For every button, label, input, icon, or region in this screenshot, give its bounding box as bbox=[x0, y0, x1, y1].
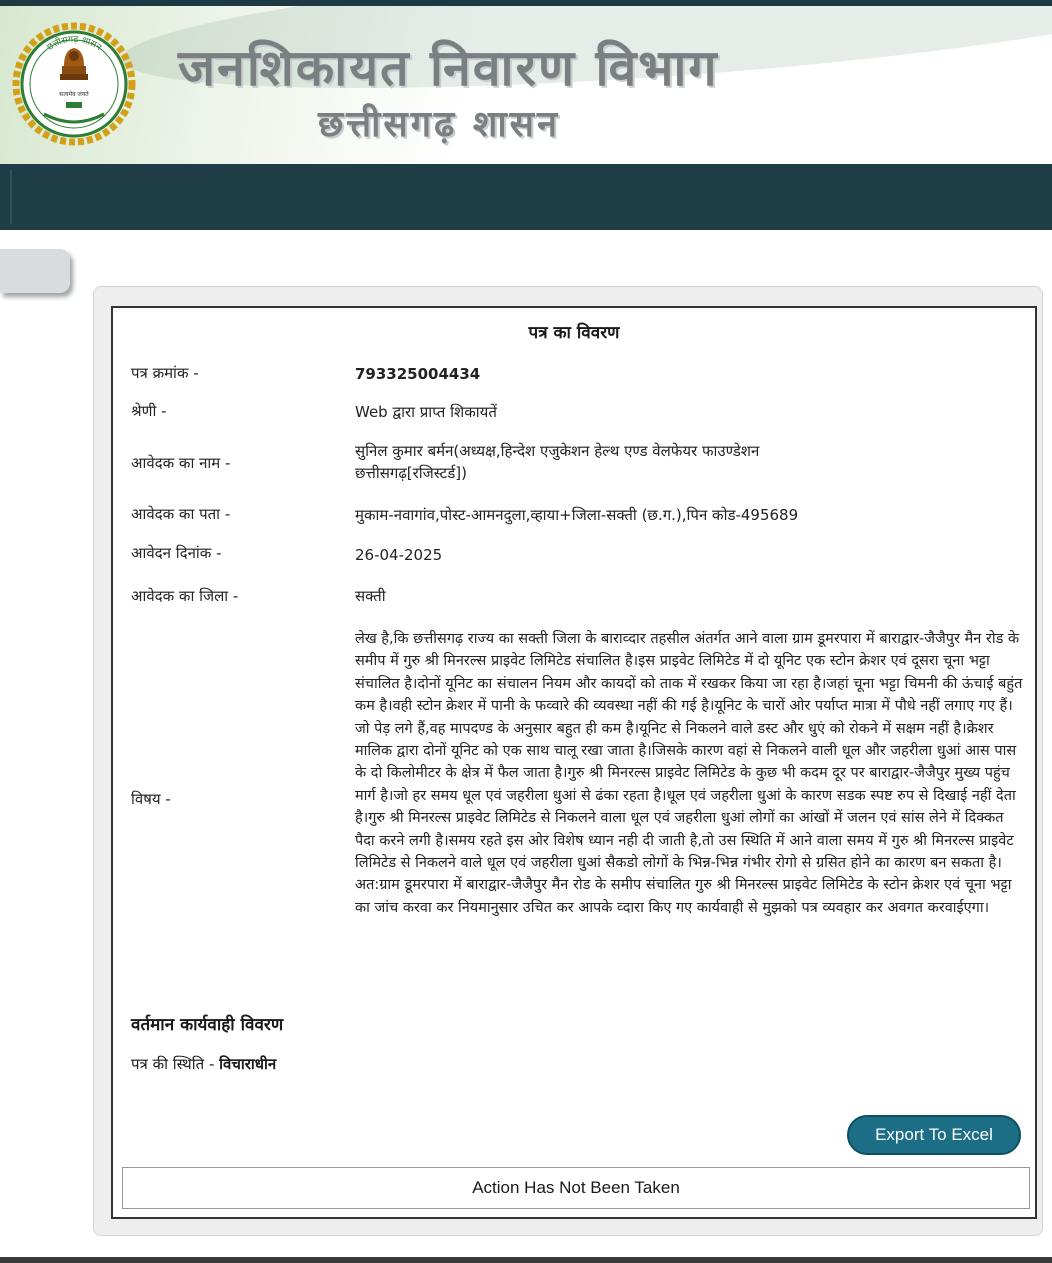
letter-number-value: 793325004434 bbox=[355, 365, 481, 383]
current-action-heading: वर्तमान कार्यवाही विवरण bbox=[131, 1015, 284, 1035]
applicant-district-value: सक्ती bbox=[355, 587, 386, 605]
applicant-name-label: आवेदक का नाम - bbox=[131, 454, 231, 472]
subject-label: विषय - bbox=[131, 790, 171, 808]
applicant-district-label: आवेदक का जिला - bbox=[131, 587, 239, 605]
state-emblem-logo[interactable] bbox=[12, 12, 136, 158]
action-status-message: Action Has Not Been Taken bbox=[122, 1167, 1030, 1209]
navbar-divider bbox=[10, 170, 12, 224]
letter-number-label: पत्र क्रमांक - bbox=[131, 364, 199, 382]
department-title: जनशिकायत निवारण विभाग bbox=[178, 38, 719, 97]
svg-text:छत्तीसगढ़ शासन: छत्तीसगढ़ शासन bbox=[45, 34, 103, 54]
letter-details-heading: पत्र का विवरण bbox=[528, 323, 620, 343]
letter-status-value: विचाराधीन bbox=[219, 1055, 277, 1073]
applicant-address-label: आवेदक का पता - bbox=[131, 505, 231, 523]
svg-text:सत्यमेव जयते: सत्यमेव जयते bbox=[59, 91, 89, 98]
footer-bar bbox=[0, 1257, 1052, 1263]
subject-value: लेख है,कि छत्तीसगढ़ राज्य का सक्ती जिला के बाराव्दार तहसील अंतर्गत आने वाला ग्राम डूमरपारा में बाराद्वार-जैजैपुर मैन रोड के समीप में गुरु श्री मिनरल्स प्राइवेट लिमिटेड संचालित है।इस प्राइवेट लिमिटेड में दो यूनिट एक स्टोन क्रेशर एवं दूसरा चूना भट्टा संचालित है।दोनों यूनिट का संचालन नियम और कायदों को ताक में रखकर किया जा रहा है।जहां चूना भट्टा चिमनी की ऊंचाई बहुंत कम है।वही स्टोन क्रेशर में पानी के फव्वारे की व्यवस्था नहीं की गई है।यूनिट के चारों ओर पर्याप्त मात्रा में पौधे नहीं लगाए गए हैं।जो पेड़ लगे हैं,वह मापदण्ड के अनुसार बहुत ही कम है।यूनिट से निकलने वाले डस्ट और धुएं को रोकने में सक्षम नहीं है।क्रेशर मालिक द्वारा दोनों यूनिट को एक साथ चालू रखा जाता है।जिसके कारण वहां से निकलने वाली धूल और जहरीला धुआं आस पास के दो किलोमीटर के क्षेत्र में फैल जाता है।गुरु श्री मिनरल्स प्राइवेट लिमिटेड के कुछ भी कदम दूर पर बाराद्वार-जैजैपुर मुख्य पहुंच मार्ग है।जो हर समय धूल एवं जहरीला धुआं से ढंका रहता है।धूल एवं जहरीला धुआं के कारण सडक स्पष्ट रुप से दिखाई नहीं देता है।गुरु श्री मिनरल्स प्राइवेट लिमिटेड से निकलने वाला धूल एवं जहरीला धुआं लोगों का आंखों में जलन एवं सांस लेने में दिक्कत पैदा करने लगी है।समय रहते इस ओर विशेष ध्यान नही दी जाती है,तो उस स्थिति में आने वाला समय में गुरु श्री मिनरल्स प्राइवेट लिमिटेड से निकलने वाले धूल एवं जहरीला धुआं सैकडो लोगों के भिन्न-भिन्न गंभीर रोगो से ग्रसित होने का कारण बन सकता है।अत:ग्राम डूमरपारा में बाराद्वार-जैजैपुर मैन रोड के समीप संचालित गुरु श्री मिनरल्स प्राइवेट लिमिटेड के स्टोन क्रेशर एवं चूना भट्टा का जांच करवा कर नियमानुसार उचित कर आपके व्दारा किए गए कार्यवाही से मुझको पत्र व्यवहार कर अवगत करवाईएगा। bbox=[355, 631, 1023, 916]
government-subtitle: छत्तीसगढ़ शासन bbox=[318, 103, 560, 145]
main-navbar bbox=[0, 164, 1052, 230]
letter-status bbox=[131, 1054, 276, 1074]
site-banner bbox=[0, 6, 1052, 164]
letter-status-label: पत्र की स्थिति - bbox=[131, 1055, 215, 1073]
applicant-address-value: मुकाम-नवागांव,पोस्ट-आमनदुला,व्हाया+जिला-सक्ती (छ.ग.),पिन कोड-495689 bbox=[355, 506, 799, 524]
applicant-name-value: सुनिल कुमार बर्मन(अध्यक्ष,हिन्देश एजुकेशन हेल्थ एण्ड वेलफेयर फाउण्डेशन छत्तीसगढ़[रजिस्टर्ड]) bbox=[355, 442, 760, 482]
category-label: श्रेणी - bbox=[131, 402, 167, 420]
side-menu-tab[interactable] bbox=[0, 249, 70, 293]
export-to-excel-button[interactable]: Export To Excel bbox=[847, 1115, 1021, 1155]
application-date-value: 26-04-2025 bbox=[355, 546, 443, 564]
category-value: Web द्वारा प्राप्त शिकायतें bbox=[355, 403, 497, 421]
application-date-label: आवेदन दिनांक - bbox=[131, 544, 222, 562]
